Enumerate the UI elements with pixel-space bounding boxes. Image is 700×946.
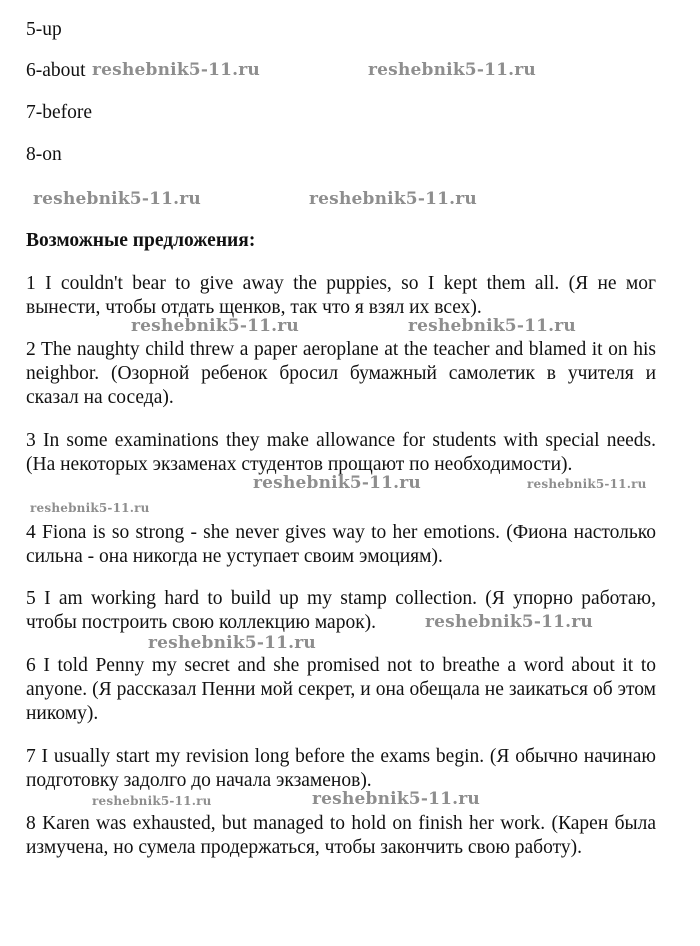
- sentence-7: 7 I usually start my revision long before the exams begin. (Я обычно начинаю подготовку задолго до начала экзаменов).: [26, 746, 656, 791]
- watermark: reshebnik5-11.ru: [30, 501, 150, 515]
- watermark: reshebnik5-11.ru: [131, 316, 299, 336]
- sentence-2: 2 The naughty child threw a paper aeroplane at the teacher and blamed it on his neighbor. (Озорной ребенок бросил бумажный самолетик в учителя и сказал на соседа).: [26, 339, 656, 408]
- watermark: reshebnik5-11.ru: [92, 60, 260, 80]
- watermark: reshebnik5-11.ru: [33, 189, 201, 209]
- watermark: reshebnik5-11.ru: [368, 60, 536, 80]
- answer-7: 7-before: [26, 102, 93, 123]
- sentence-3: 3 In some examinations they make allowance for students with special needs. (На некоторых экзаменах студентов прощают по необходимости).: [26, 430, 656, 475]
- answer-8: 8-on: [26, 144, 62, 165]
- answer-6: 6-about: [26, 60, 86, 81]
- sentence-8: 8 Karen was exhausted, but managed to hold on finish her work. (Карен была измучена, но сумела продержаться, чтобы закончить свою работу).: [26, 813, 656, 858]
- watermark: reshebnik5-11.ru: [408, 316, 576, 336]
- watermark: reshebnik5-11.ru: [527, 477, 647, 491]
- sentence-5: 5 I am working hard to build up my stamp collection. (Я упорно работаю, чтобы построить свою коллекцию марок).: [26, 588, 656, 633]
- watermark: reshebnik5-11.ru: [92, 794, 212, 808]
- watermark: reshebnik5-11.ru: [148, 633, 316, 653]
- sentence-1: 1 I couldn't bear to give away the puppies, so I kept them all. (Я не мог вынести, чтобы отдать щенков, так что я взял их всех).: [26, 273, 656, 318]
- section-heading: Возможные предложения:: [26, 230, 256, 251]
- watermark: reshebnik5-11.ru: [253, 473, 421, 493]
- sentence-6: 6 I told Penny my secret and she promised not to breathe a word about it to anyone. (Я рассказал Пенни мой секрет, и она обещала не заикаться об этом никому).: [26, 655, 656, 724]
- watermark: reshebnik5-11.ru: [312, 789, 480, 809]
- sentence-4: 4 Fiona is so strong - she never gives way to her emotions. (Фиона настолько сильна - она никогда не уступает своим эмоциям).: [26, 522, 656, 567]
- watermark: reshebnik5-11.ru: [425, 612, 593, 632]
- watermark: reshebnik5-11.ru: [309, 189, 477, 209]
- answer-5: 5-up: [26, 19, 62, 40]
